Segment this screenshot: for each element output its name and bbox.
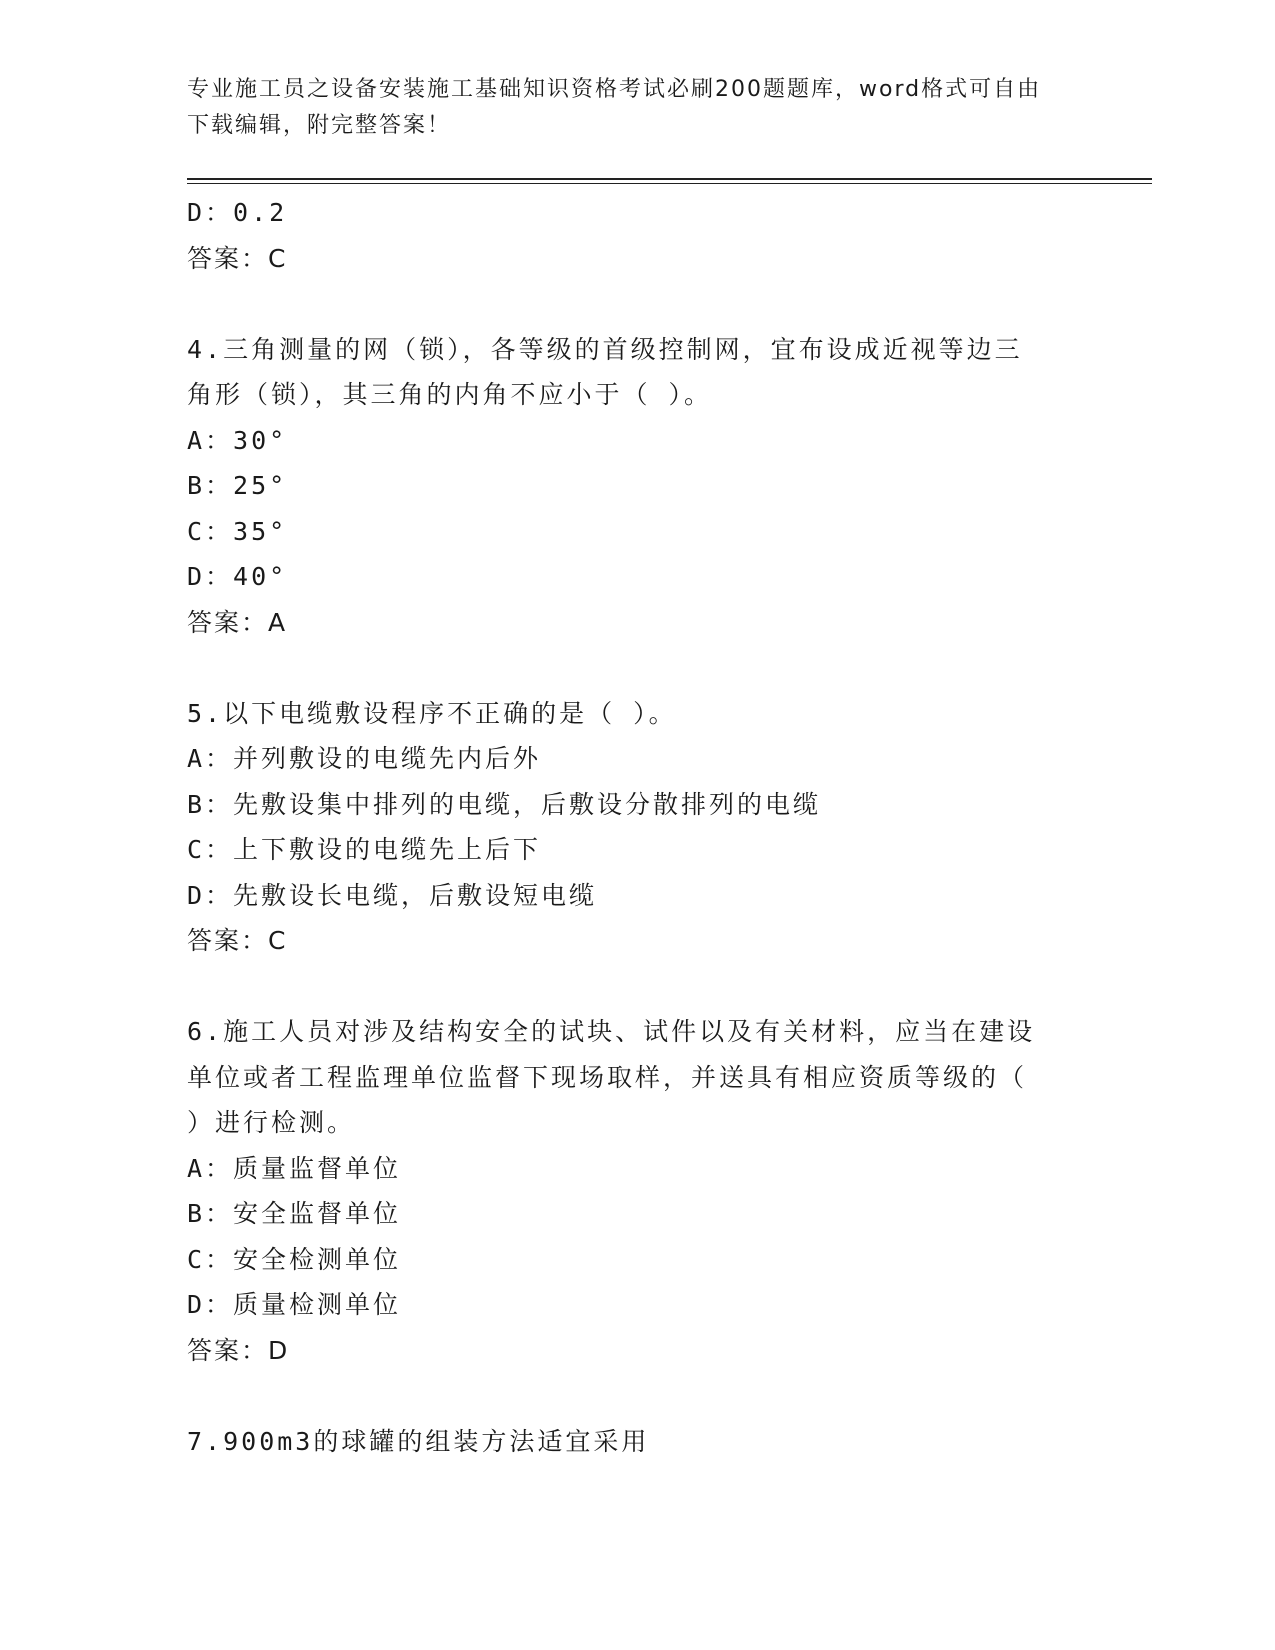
header-line-2: 下载编辑，附完整答案！: [187, 113, 452, 138]
option-b: B：25°: [187, 471, 288, 500]
option-d: D：先敷设长电缆，后敷设短电缆: [187, 880, 598, 910]
question-7: [187, 1419, 1087, 1465]
answer: 答案：A: [187, 607, 288, 637]
prev-option-d: D：0.2: [187, 198, 288, 227]
question-text-line: 6.施工人员对涉及结构安全的试块、试件以及有关材料，应当在建设: [187, 1017, 1036, 1046]
header-rule-thick: [187, 178, 1152, 180]
option-c: C：35°: [187, 516, 288, 546]
spacer: [187, 281, 1087, 327]
spacer: [187, 645, 1087, 691]
question-text-line: 单位或者工程监理单位监督下现场取样，并送具有相应资质等级的（: [187, 1062, 1028, 1092]
question-text-line: 4.三角测量的网（锁），各等级的首级控制网，宜布设成近视等边三: [187, 334, 1023, 364]
header-line-1: 专业施工员之设备安装施工基础知识资格考试必刷200题题库，word格式可自由: [187, 77, 1042, 102]
option-a: A：并列敷设的电缆先内后外: [187, 744, 542, 773]
question-text-line: 角形（锁），其三角的内角不应小于（ ）。: [187, 380, 713, 409]
spacer: [187, 1373, 1087, 1419]
option-b: B：安全监督单位: [187, 1199, 402, 1228]
option-a: A：30°: [187, 425, 288, 455]
header-rule-thin: [187, 183, 1152, 184]
option-b: B：先敷设集中排列的电缆，后敷设分散排列的电缆: [187, 789, 822, 819]
question-text-line: ）进行检测。: [187, 1108, 356, 1137]
question-4: [187, 327, 1087, 646]
option-c: C：上下敷设的电缆先上后下: [187, 835, 542, 864]
question-text-line: 7.900m3的球罐的组装方法适宜采用: [187, 1426, 650, 1456]
spacer: [187, 964, 1087, 1010]
answer: 答案：C: [187, 926, 288, 955]
option-d: D：质量检测单位: [187, 1290, 402, 1319]
document-header: [187, 72, 1067, 144]
option-c: C：安全检测单位: [187, 1244, 402, 1274]
option-a: A：质量监督单位: [187, 1153, 402, 1183]
question-6: [187, 1009, 1087, 1373]
document-body: [187, 190, 1087, 1464]
answer: 答案：D: [187, 1335, 290, 1365]
option-d: D：40°: [187, 562, 288, 591]
question-text-line: 5.以下电缆敷设程序不正确的是（ ）。: [187, 698, 677, 728]
prev-answer: 答案：C: [187, 243, 288, 273]
question-5: [187, 691, 1087, 964]
